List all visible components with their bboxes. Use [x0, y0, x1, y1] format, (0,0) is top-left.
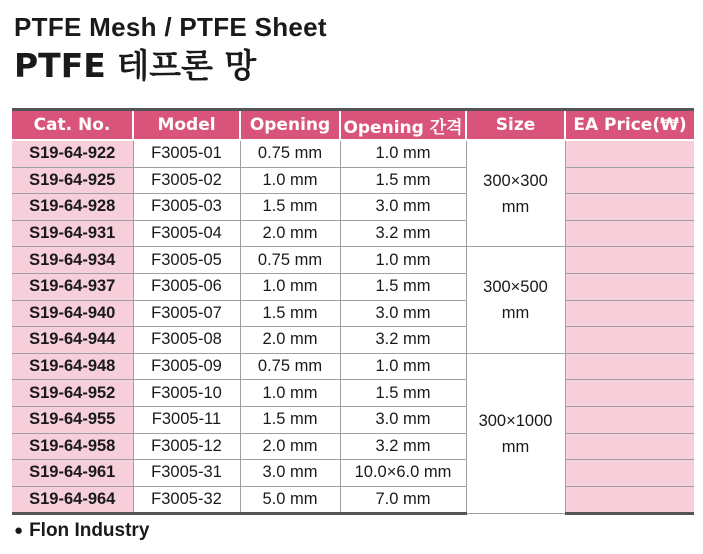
cell-cat-no: S19-64-952 [12, 380, 133, 407]
cell-opening-gap: 3.2 mm [340, 433, 466, 460]
cell-opening: 5.0 mm [240, 486, 340, 514]
cell-cat-no: S19-64-934 [12, 247, 133, 274]
size-unit: mm [501, 437, 530, 456]
table-body [12, 140, 694, 514]
cell-size-group [466, 353, 565, 514]
table-row [12, 247, 694, 274]
page-title: PTFE Mesh / PTFE Sheet [14, 12, 327, 42]
cell-price [565, 220, 694, 247]
cell-cat-no: S19-64-958 [12, 433, 133, 460]
size-unit: mm [501, 197, 530, 216]
cell-opening-gap: 1.5 mm [340, 380, 466, 407]
cell-opening: 0.75 mm [240, 140, 340, 167]
cell-opening-gap: 1.5 mm [340, 273, 466, 300]
header-price: EA Price(₩) [565, 110, 694, 141]
cell-opening: 0.75 mm [240, 247, 340, 274]
cell-model: F3005-09 [133, 353, 240, 380]
cell-cat-no: S19-64-931 [12, 220, 133, 247]
table-row [12, 167, 694, 194]
table-row [12, 460, 694, 487]
cell-opening-gap: 3.2 mm [340, 327, 466, 354]
cell-opening-gap: 3.0 mm [340, 194, 466, 221]
cell-opening: 1.5 mm [240, 194, 340, 221]
cell-model: F3005-31 [133, 460, 240, 487]
table-row [12, 194, 694, 221]
table-row [12, 406, 694, 433]
table-row [12, 433, 694, 460]
cell-opening: 2.0 mm [240, 327, 340, 354]
cell-size-group [466, 140, 565, 247]
cell-price [565, 433, 694, 460]
cell-opening-gap: 3.0 mm [340, 300, 466, 327]
cell-model: F3005-32 [133, 486, 240, 514]
table-row [12, 220, 694, 247]
cell-opening-gap: 7.0 mm [340, 486, 466, 514]
header-opening: Opening [240, 110, 340, 141]
cell-opening: 2.0 mm [240, 433, 340, 460]
table-row [12, 486, 694, 514]
table-row [12, 300, 694, 327]
cell-opening: 1.0 mm [240, 167, 340, 194]
cell-price [565, 380, 694, 407]
size-unit: mm [501, 304, 530, 323]
cell-opening-gap: 1.5 mm [340, 167, 466, 194]
header-opening-gap: Opening 간격 [340, 110, 466, 141]
manufacturer-note [14, 518, 149, 544]
header-size: Size [466, 110, 565, 141]
header-cat-no: Cat. No. [12, 110, 133, 141]
bullet-icon: ● [14, 522, 24, 539]
cell-price [565, 194, 694, 221]
manufacturer-name: Flon Industry [29, 520, 150, 541]
cell-price [565, 327, 694, 354]
cell-opening: 1.5 mm [240, 406, 340, 433]
cell-price [565, 300, 694, 327]
header-model: Model [133, 110, 240, 141]
cell-cat-no: S19-64-944 [12, 327, 133, 354]
cell-price [565, 273, 694, 300]
cell-cat-no: S19-64-928 [12, 194, 133, 221]
cell-cat-no: S19-64-925 [12, 167, 133, 194]
cell-opening-gap: 3.0 mm [340, 406, 466, 433]
cell-model: F3005-11 [133, 406, 240, 433]
cell-opening: 3.0 mm [240, 460, 340, 487]
cell-opening-gap: 3.2 mm [340, 220, 466, 247]
cell-model: F3005-02 [133, 167, 240, 194]
cell-opening: 1.0 mm [240, 273, 340, 300]
cell-cat-no: S19-64-940 [12, 300, 133, 327]
cell-model: F3005-12 [133, 433, 240, 460]
cell-model: F3005-08 [133, 327, 240, 354]
cell-model: F3005-05 [133, 247, 240, 274]
cell-cat-no: S19-64-937 [12, 273, 133, 300]
cell-opening: 0.75 mm [240, 353, 340, 380]
cell-cat-no: S19-64-964 [12, 486, 133, 514]
cell-price [565, 460, 694, 487]
size-dimensions: 300×1000 [478, 411, 553, 430]
cell-price [565, 406, 694, 433]
cell-cat-no: S19-64-955 [12, 406, 133, 433]
cell-opening-gap: 10.0×6.0 mm [340, 460, 466, 487]
cell-price [565, 486, 694, 514]
cell-opening: 1.0 mm [240, 380, 340, 407]
cell-cat-no: S19-64-922 [12, 140, 133, 167]
cell-price [565, 353, 694, 380]
cell-size-group [466, 247, 565, 353]
cell-opening-gap: 1.0 mm [340, 247, 466, 274]
cell-opening: 1.5 mm [240, 300, 340, 327]
cell-price [565, 167, 694, 194]
page-subtitle-korean: PTFE 테프론 망 [14, 46, 257, 85]
table-row [12, 380, 694, 407]
cell-opening: 2.0 mm [240, 220, 340, 247]
table-row [12, 327, 694, 354]
table-row [12, 273, 694, 300]
size-dimensions: 300×300 [483, 171, 548, 190]
cell-cat-no: S19-64-948 [12, 353, 133, 380]
size-dimensions: 300×500 [483, 278, 548, 297]
table-header-row [12, 110, 694, 141]
cell-model: F3005-01 [133, 140, 240, 167]
cell-model: F3005-03 [133, 194, 240, 221]
cell-opening-gap: 1.0 mm [340, 353, 466, 380]
cell-model: F3005-04 [133, 220, 240, 247]
cell-model: F3005-07 [133, 300, 240, 327]
cell-opening-gap: 1.0 mm [340, 140, 466, 167]
cell-price [565, 247, 694, 274]
cell-model: F3005-06 [133, 273, 240, 300]
cell-price [565, 140, 694, 167]
table-row [12, 353, 694, 380]
product-spec-table [12, 108, 694, 515]
cell-cat-no: S19-64-961 [12, 460, 133, 487]
table-row [12, 140, 694, 167]
cell-model: F3005-10 [133, 380, 240, 407]
